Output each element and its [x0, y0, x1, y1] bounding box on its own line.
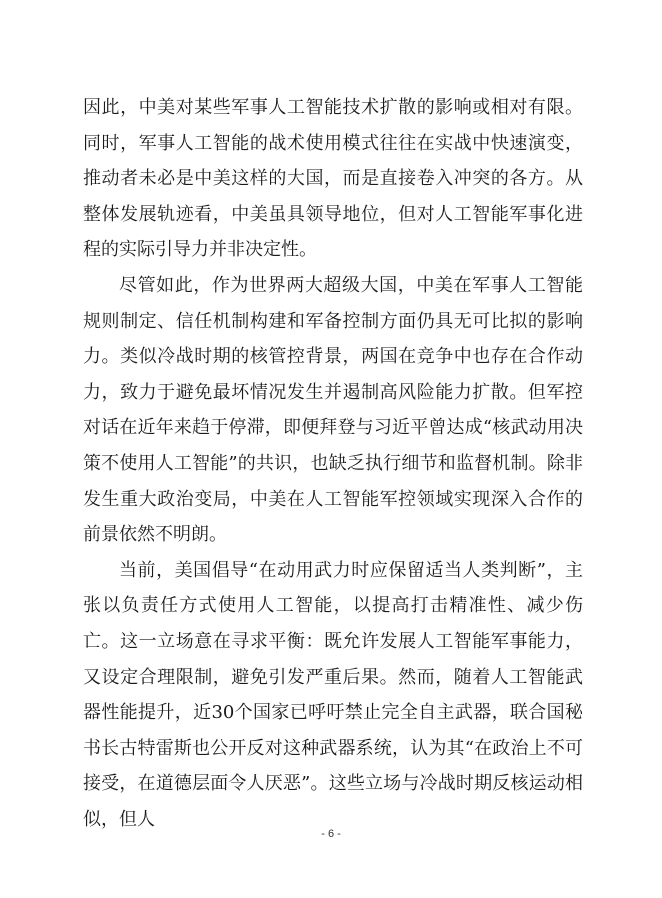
paragraph: 当前，美国倡导“在动用武力时应保留适当人类判断”，主张以负责任方式使用人工智能，以提高打击精准性、减少伤亡。这一立场意在寻求平衡：既允许发展人工智能军事能力，又设定合理限制，避免引发严重后果。然而，随着人工智能武器性能提升，近30个国家已呼吁禁止完全自主武器，联合国秘书长古特雷斯也公开反对这种武器系统，认为其“在政治上不可接受，在道德层面令人厌恶”。这些立场与冷战时期反核运动相似，但人 [83, 559, 583, 830]
body-text [83, 90, 583, 837]
page-number: - 6 - [321, 828, 341, 840]
paragraph-continued: 因此，中美对某些军事人工智能技术扩散的影响或相对有限。同时，军事人工智能的战术使用模式往往在实战中快速演变，推动者未必是中美这样的大国，而是直接卷入冲突的各方。从整体发展轨迹看，中美虽具领导地位，但对人工智能军事化进程的实际引导力并非决定性。 [83, 97, 583, 261]
paragraph: 尽管如此，作为世界两大超级大国，中美在军事人工智能规则制定、信任机制构建和军备控制方面仍具无可比拟的影响力。类似冷战时期的核管控背景，两国在竞争中也存在合作动力，致力于避免最坏情况发生并遏制高风险能力扩散。但军控对话在近年来趋于停滞，即便拜登与习近平曾达成“核武动用决策不使用人工智能”的共识，也缺乏执行细节和监督机制。除非发生重大政治变局，中美在人工智能军控领域实现深入合作的前景依然不明朗。 [83, 274, 583, 546]
